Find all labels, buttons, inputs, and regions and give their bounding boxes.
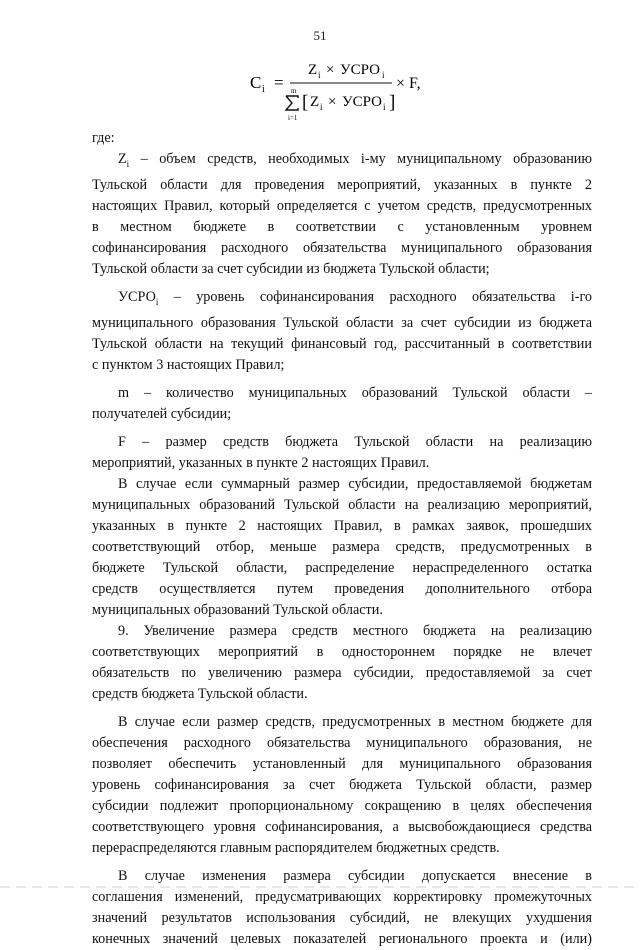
page-number: 51 xyxy=(313,28,327,43)
formula-num-i1: i xyxy=(318,70,321,80)
formula-den-i1: i xyxy=(320,102,323,112)
text-line: соответствующих мероприятий в одностороннем порядке не влечет xyxy=(92,643,592,660)
formula-equals: = xyxy=(274,73,284,92)
formula-num-z: Z xyxy=(308,62,318,78)
text-line: субсидии подлежит пропорциональному сокращению в целях обеспечения xyxy=(92,797,592,814)
text-line: В случае изменения размера субсидии допускается внесение в xyxy=(118,867,592,884)
formula-sum-top: m xyxy=(291,87,297,95)
text-line: конечных значений целевых показателей регионального проекта и (или) xyxy=(92,930,592,947)
text-line: F – размер средств бюджета Тульской области на реализацию xyxy=(118,433,592,450)
formula-tail: × F, xyxy=(396,75,421,92)
text-line: муниципальных образований Тульской области на реализацию мероприятий, xyxy=(92,496,592,513)
text-line: соглашения изменений, предусматривающих корректировку промежуточных xyxy=(92,888,592,905)
text-line: Тульской области для проведения мероприятий, указанных в пункте 2 xyxy=(92,176,592,193)
text-line: средств осуществляется путем проведения дополнительного отбора xyxy=(92,580,592,597)
text-line: софинансирования расходного обязательства муниципального образования xyxy=(92,239,592,256)
text-line: Тульской области за счет субсидии из бюджета Тульской области; xyxy=(92,260,490,277)
formula-den-z: Z xyxy=(310,94,320,110)
text-line: указанных в пункте 2 настоящих Правил, в рамках заявок, прошедших xyxy=(92,517,592,534)
text-line: настоящих Правил, который определяется с учетом средств, предусмотренных xyxy=(92,197,592,214)
text-line: соответствующий отбор, меньше размера средств, предусмотренных в xyxy=(92,538,592,555)
formula-den-open: [ xyxy=(302,92,309,113)
text-line: бюджете Тульской области, распределение нераспределенного остатка xyxy=(92,559,592,576)
text-line: обеспечения расходного обязательства муниципального образования, не xyxy=(92,734,592,751)
formula-num-i2: i xyxy=(382,70,385,80)
scan-edge-artifact xyxy=(0,886,640,888)
text-line: средств бюджета Тульской области. xyxy=(92,685,308,702)
formula-sum-bottom: i=1 xyxy=(288,114,298,122)
text-line: мероприятий, указанных в пункте 2 настоящих Правил. xyxy=(92,454,430,471)
formula-lhs: C xyxy=(250,73,262,92)
text-line: муниципальных образований Тульской области. xyxy=(92,601,383,618)
text-line: В случае если размер средств, предусмотренных в местном бюджете для xyxy=(118,713,592,730)
text-line: соответствующего уровня софинансирования, а высвобождающиеся средства xyxy=(92,818,592,835)
formula-lhs-sub: i xyxy=(262,84,265,95)
text-line: значений результатов использования субсидий, не влекущих ухудшения xyxy=(92,909,592,926)
text-line: 9. Увеличение размера средств местного бюджета на реализацию xyxy=(118,622,592,639)
text-line: получателей субсидии; xyxy=(92,405,232,422)
formula xyxy=(250,58,460,130)
text-line: В случае если суммарный размер субсидии, предоставляемой бюджетам xyxy=(118,475,592,492)
sigma-symbol xyxy=(286,96,298,110)
formula-times-2: × xyxy=(328,94,337,110)
formula-den-i2: i xyxy=(383,102,386,112)
text-line: в местном бюджете в соответствии с установленным уровнем xyxy=(92,218,592,235)
document-body xyxy=(92,128,592,950)
formula-num-usro: УСРО xyxy=(340,62,380,78)
formula-den-usro: УСРО xyxy=(342,94,382,110)
text-line: $УСРО_i$ – уровень софинансирования расходного обязательства i-го xyxy=(118,288,592,307)
text-line: уровень софинансирования за счет бюджета Тульской области, размер xyxy=(92,776,592,793)
text-line: обязательств по увеличению размера субсидии, предоставляемой за счет xyxy=(92,664,592,681)
text-line: муниципального образования Тульской области за счет субсидии из бюджета xyxy=(92,314,592,331)
text-line: перераспределяются главным распорядителем бюджетных средств. xyxy=(92,839,500,856)
text-line: Тульской области на текущий финансовый год, рассчитанный в соответствии xyxy=(92,335,592,352)
text-line: с пунктом 3 настоящих Правил; xyxy=(92,356,285,373)
formula-times-1: × xyxy=(326,62,335,78)
formula-den-close: ] xyxy=(389,92,396,113)
text-line: где: xyxy=(92,130,115,146)
text-line: $Z_i$ – объем средств, необходимых i-му муниципальному образованию xyxy=(118,151,592,169)
text-line: позволяет обеспечить установленный для муниципального образования xyxy=(92,755,592,772)
text-line: m – количество муниципальных образований Тульской области – xyxy=(118,384,592,401)
